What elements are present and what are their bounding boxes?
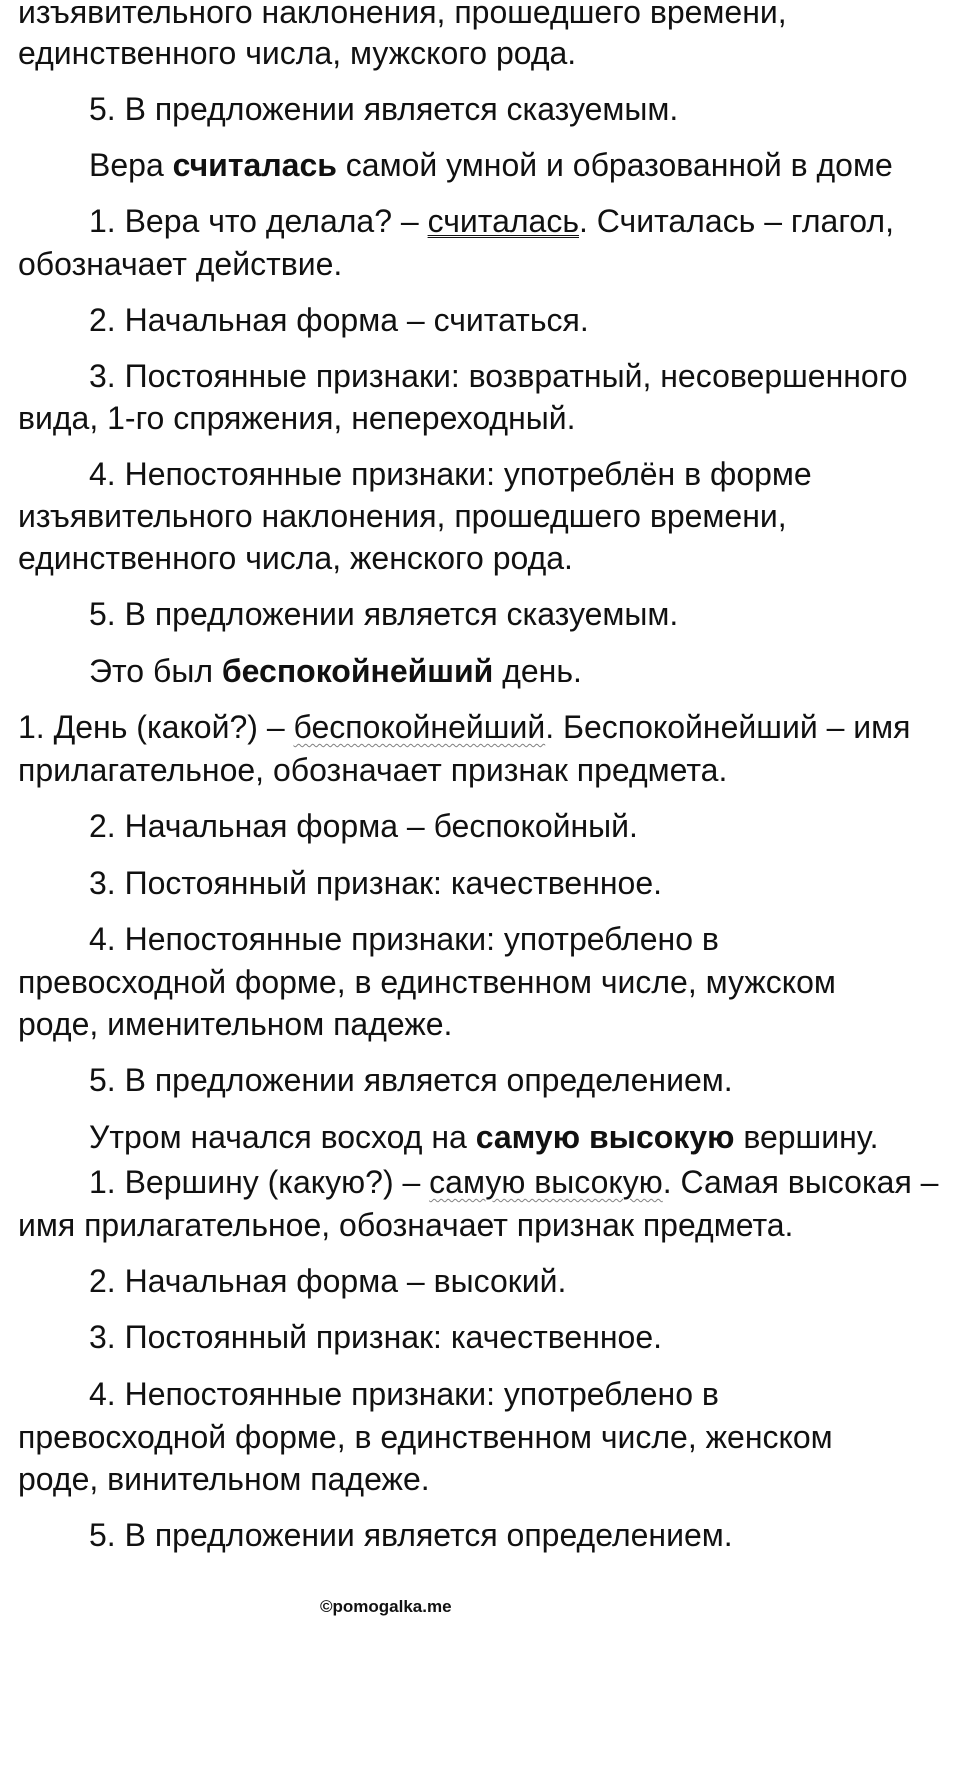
text-line: 4. Непостоянные признаки: употреблён в форме bbox=[89, 456, 812, 492]
text-line: роде, именительном падеже. bbox=[18, 1006, 453, 1042]
text-line: 4. Непостоянные признаки: употреблено в bbox=[89, 1376, 719, 1412]
text-line: прилагательное, обозначает признак предмета. bbox=[18, 752, 728, 788]
text-line: 3. Постоянные признаки: возвратный, несовершенного bbox=[89, 358, 908, 394]
analysis-question: 1. Вера что делала? – считалась. Считалась – глагол, bbox=[89, 203, 894, 239]
highlighted-word: считалась bbox=[172, 147, 337, 183]
text-line: изъявительного наклонения, прошедшего времени, bbox=[18, 498, 787, 534]
text-line: 5. В предложении является сказуемым. bbox=[89, 91, 679, 127]
text-line: вида, 1-го спряжения, непереходный. bbox=[18, 400, 576, 436]
text-line: 4. Непостоянные признаки: употреблено в bbox=[89, 921, 719, 957]
text-line: 5. В предложении является определением. bbox=[89, 1062, 733, 1098]
text-line: 2. Начальная форма – считаться. bbox=[89, 302, 589, 338]
highlighted-word: самую высокую bbox=[475, 1119, 735, 1155]
text-line: 2. Начальная форма – беспокойный. bbox=[89, 808, 638, 844]
text-line: 3. Постоянный признак: качественное. bbox=[89, 865, 663, 901]
example-sentence: Это был беспокойнейший день. bbox=[89, 653, 582, 689]
underlined-word: считалась bbox=[427, 203, 579, 239]
highlighted-word: беспокойнейший bbox=[221, 653, 494, 689]
underlined-word: беспокойнейший bbox=[293, 709, 546, 745]
text-line: превосходной форме, в единственном числе, мужском bbox=[18, 964, 836, 1000]
text-line: 2. Начальная форма – высокий. bbox=[89, 1263, 567, 1299]
text-line: 5. В предложении является сказуемым. bbox=[89, 596, 679, 632]
text-line: изъявительного наклонения, прошедшего времени, bbox=[18, 0, 787, 30]
watermark: ©pomogalka.me bbox=[320, 1597, 452, 1616]
text-line: превосходной форме, в единственном числе, женском bbox=[18, 1419, 833, 1455]
text-line: единственного числа, мужского рода. bbox=[18, 35, 577, 71]
underlined-word: самую высокую bbox=[429, 1164, 663, 1200]
text-line: обозначает действие. bbox=[18, 246, 343, 282]
example-sentence: Вера считалась самой умной и образованной в доме bbox=[89, 147, 893, 183]
text-line: имя прилагательное, обозначает признак предмета. bbox=[18, 1207, 794, 1243]
text-line: роде, винительном падеже. bbox=[18, 1461, 430, 1497]
text-line: 3. Постоянный признак: качественное. bbox=[89, 1319, 663, 1355]
text-line: 5. В предложении является определением. bbox=[89, 1517, 733, 1553]
analysis-question: 1. Вершину (какую?) – самую высокую. Самая высокая – bbox=[89, 1164, 939, 1200]
text-line: единственного числа, женского рода. bbox=[18, 540, 573, 576]
example-sentence: Утром начался восход на самую высокую вершину. bbox=[89, 1119, 879, 1155]
analysis-question: 1. День (какой?) – беспокойнейший. Беспокойнейший – имя bbox=[18, 709, 911, 745]
